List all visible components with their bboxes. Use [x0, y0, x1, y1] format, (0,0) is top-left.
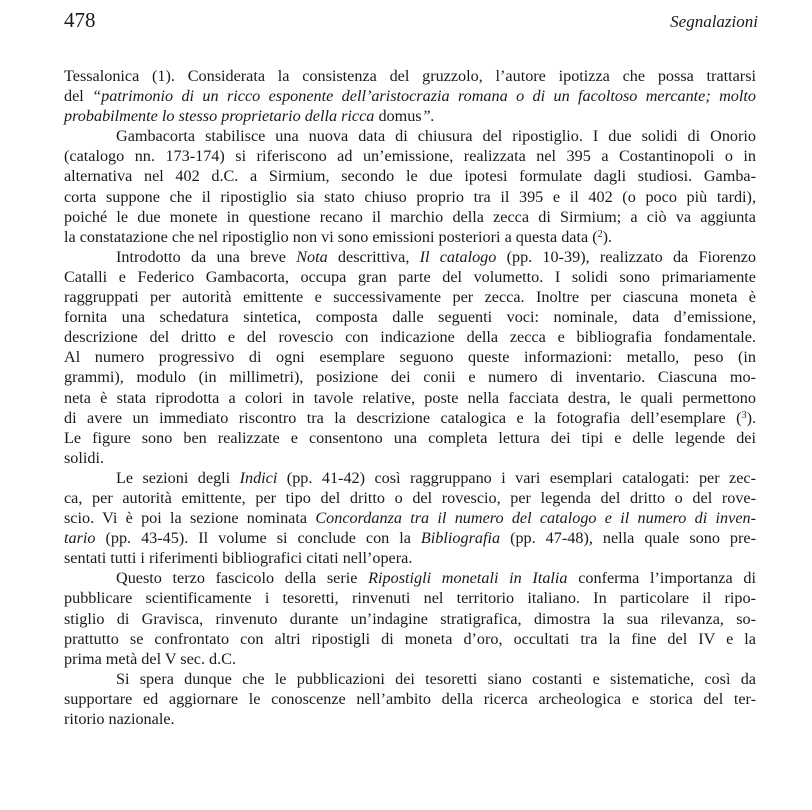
- text-line: [64, 428, 756, 448]
- italic-text: Bibliografia: [420, 529, 501, 548]
- text-line: [64, 247, 756, 267]
- text-line: [64, 649, 756, 669]
- text-line: [64, 588, 756, 608]
- text-segment: (pp. 10-39), realizzato da Fiorenzo: [496, 247, 757, 266]
- footnote-reference: 3: [741, 409, 747, 421]
- text-segment: la constatazione che nel ripostiglio non vi sono emissioni posteriori a questa data (: [64, 227, 598, 246]
- text-segment: (pp. 41-42) così raggruppano i vari esemplari catalogati: per zec-: [277, 468, 757, 487]
- page-header: [64, 8, 758, 36]
- footnote-reference: 2: [597, 228, 603, 240]
- text-segment: Introdotto da una breve: [116, 247, 297, 266]
- text-segment: solidi.: [64, 448, 105, 467]
- text-line: [64, 227, 756, 247]
- text-segment: (pp. 43-45). Il volume si conclude con la: [95, 529, 421, 548]
- text-segment: prima metà del V sec. d.C.: [64, 649, 237, 668]
- text-segment: stiglio di Gravisca, rinvenuto durante un’indagine stratigrafica, dimostra la sua rilevanza, so-: [64, 609, 756, 628]
- text-line: [64, 106, 756, 126]
- text-line: [64, 207, 756, 227]
- text-line: [64, 146, 756, 166]
- text-line: [64, 126, 756, 146]
- page-number: 478: [64, 8, 96, 32]
- italic-text: tario: [64, 529, 96, 548]
- text-line: [64, 347, 756, 367]
- body-text: [64, 66, 756, 729]
- text-line: [64, 448, 756, 468]
- text-segment: del: [64, 87, 93, 106]
- text-line: [64, 367, 756, 387]
- text-line: [64, 609, 756, 629]
- text-segment: domus: [374, 107, 422, 126]
- text-line: [64, 548, 756, 568]
- italic-text: Il catalogo: [419, 247, 497, 266]
- italic-text: Nota: [296, 247, 328, 266]
- text-segment: (pp. 47-48), nella quale sono pre-: [500, 529, 756, 548]
- italic-text: Concordanza tra il numero del catalogo e il numero di inven-: [315, 509, 756, 528]
- text-segment: sentati tutti i riferimenti bibliografici citati nell’opera.: [64, 549, 413, 568]
- text-line: [64, 287, 756, 307]
- text-line: [64, 86, 756, 106]
- text-segment: Tessalonica (1). Considerata la consistenza del gruzzolo, l’autore ipotizza che possa trattarsi: [64, 67, 756, 85]
- text-segment: supportare ed aggiornare le conoscenze nell’ambito della ricerca archeologica e storica del ter-: [64, 689, 756, 708]
- text-segment: descrittiva,: [327, 247, 420, 266]
- text-line: [64, 629, 756, 649]
- text-segment: Al numero progressivo di ogni esemplare seguono queste informazioni: metallo, peso (in: [64, 348, 756, 367]
- text-segment: ca, per autorità emittente, per tipo del dritto o del rovescio, per legenda del dritto o del rove-: [64, 488, 756, 507]
- text-segment: Questo terzo fascicolo della serie: [116, 569, 369, 588]
- text-segment: (catalogo nn. 173-174) si riferiscono ad un’emissione, realizzata nel 395 a Costantinopoli o in: [64, 147, 756, 166]
- text-segment: Gambacorta stabilisce una nuova data di chiusura del ripostiglio. I due solidi di Onorio: [116, 127, 756, 146]
- text-segment: Le sezioni degli: [116, 468, 240, 487]
- text-segment: descrizione del dritto e del rovescio con indicazione della zecca e bibliografia fondamentale.: [64, 328, 756, 347]
- text-line: [64, 327, 756, 347]
- text-line: [64, 267, 756, 287]
- text-segment: Si spera dunque che le pubblicazioni dei tesoretti siano costanti e sistematiche, così da: [116, 669, 756, 688]
- text-line: [64, 669, 756, 689]
- text-line: [64, 689, 756, 709]
- italic-text: Indici: [239, 468, 278, 487]
- text-line: [64, 166, 756, 186]
- running-head: Segnalazioni: [670, 12, 758, 31]
- italic-text: “patrimonio di un ricco esponente dell’aristocrazia romana o di un facoltoso mercante; molto: [92, 87, 756, 106]
- text-segment: prattutto se confrontato con altri ripostigli di moneta d’oro, occultati tra la fine del IV e la: [64, 629, 756, 648]
- text-segment: neta è stata riprodotta a colori in tavole relative, poste nella facciata destra, le quali permettono: [64, 388, 756, 407]
- text-segment: di avere un immediato riscontro tra la descrizione catalogica e la fotografia dell’esemplare (: [64, 408, 742, 427]
- text-line: [64, 709, 756, 729]
- italic-text: Ripostigli monetali in Italia: [368, 569, 568, 588]
- text-segment: scio. Vi è poi la sezione nominata: [64, 509, 316, 528]
- text-segment: Le figure sono ben realizzate e consentono una completa lettura dei tipi e delle legende dei: [64, 428, 756, 447]
- text-line: [64, 528, 756, 548]
- text-line: [64, 408, 756, 428]
- text-segment: ).: [602, 227, 613, 246]
- text-segment: alternativa nel 402 d.C. a Sirmium, secondo le due ipotesi formulate dagli studiosi. Gamba-: [64, 167, 756, 186]
- text-line: [64, 488, 756, 508]
- text-segment: ritorio nazionale.: [64, 710, 175, 728]
- text-line: [64, 66, 756, 86]
- text-segment: conferma l’importanza di: [567, 569, 756, 588]
- text-segment: corta suppone che il ripostiglio sia stato chiuso proprio tra il 395 e il 402 (o poco più tardi),: [64, 187, 756, 206]
- text-line: [64, 568, 756, 588]
- text-segment: raggruppati per autorità emittente e successivamente per zecca. Inoltre per ciascuna moneta è: [64, 288, 756, 307]
- italic-text: probabilmente lo stesso proprietario della ricca: [64, 107, 375, 126]
- text-line: [64, 307, 756, 327]
- text-segment: ).: [746, 408, 756, 427]
- text-segment: pubblicare scientificamente i tesoretti, rinvenuti nel territorio italiano. In particolare il ripo-: [64, 589, 756, 608]
- text-line: [64, 187, 756, 207]
- text-line: [64, 468, 756, 488]
- text-segment: Catalli e Federico Gambacorta, occupa gran parte del volumetto. I solidi sono primariamente: [64, 267, 756, 286]
- text-segment: fornita una schedatura sintetica, composta dalle seguenti voci: nominale, data d’emissione,: [64, 308, 756, 327]
- text-segment: grammi), modulo (in millimetri), posizione dei conii e numero di inventario. Ciascuna mo-: [64, 368, 756, 387]
- text-line: [64, 508, 756, 528]
- italic-text: ”.: [421, 107, 435, 126]
- text-line: [64, 388, 756, 408]
- text-segment: poiché le due monete in questione recano il marchio della zecca di Sirmium; a ciò va aggiunta: [64, 207, 756, 226]
